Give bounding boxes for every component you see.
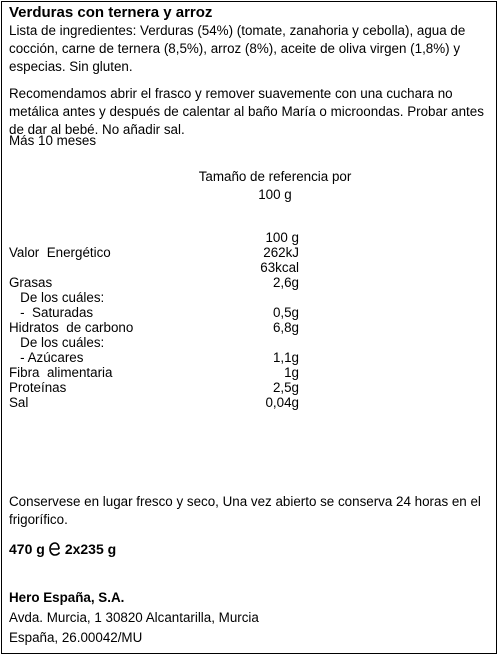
nutrition-label: Proteínas	[9, 380, 67, 395]
ingredients-text: Lista de ingredientes: Verduras (54%) (tomate, zanahoria y cebolla), agua de cocción, carne de ternera (8,5%), arroz (8%), aceite de oliva virgen (1,8%) y especias. Sin gluten.	[9, 23, 466, 74]
nutrition-label: Sal	[9, 395, 29, 410]
instructions-text: Recomendamos abrir el frasco y remover suavemente con una cuchara no metálica antes y después de calentar al baño María o microondas. Probar antes de dar al bebé. No añadir sal.	[9, 86, 484, 137]
nutrition-value: 2,5g	[272, 380, 299, 395]
net-weight	[9, 539, 116, 559]
nutrition-header	[175, 168, 375, 204]
nutrition-value: 1g	[284, 365, 299, 380]
nutrition-value: 6,8g	[272, 320, 299, 335]
company-address: Avda. Murcia, 1 30820 Alcantarilla, Murcia	[9, 610, 259, 625]
storage-text: Conservese en lugar fresco y seco, Una vez abierto se conserva 24 horas en el frigorífico.	[9, 494, 481, 527]
nutrition-label: - Azúcares	[9, 350, 84, 365]
age-text: Más 10 meses	[9, 133, 97, 148]
nutrition-value: 0,5g	[272, 305, 299, 320]
nutrition-row	[9, 394, 299, 411]
nutrition-value: 63kcal	[260, 260, 299, 275]
nutrition-value: 0,04g	[265, 395, 299, 410]
nutrition-value: 2,6g	[272, 275, 299, 290]
nutrition-label: Valor Energético	[9, 245, 111, 260]
nutrition-label: De los cuáles:	[9, 290, 105, 305]
net-split-value: 2x235 g	[64, 541, 117, 557]
nutrition-label: Grasas	[9, 275, 53, 290]
net-weight-value: 470 g	[9, 541, 45, 557]
nutrition-label: Fibra alimentaria	[9, 365, 113, 380]
nutrition-label: - Saturadas	[9, 305, 94, 320]
nutrition-value: 1,1g	[272, 350, 299, 365]
nutrition-header-line2: 100 g	[258, 187, 292, 202]
nutrition-label: De los cuáles:	[9, 335, 105, 350]
company-name: Hero España, S.A.	[9, 590, 125, 605]
company-country-code: España, 26.00042/MU	[9, 630, 143, 645]
nutrition-value: 262kJ	[263, 245, 299, 260]
nutrition-label: Hidratos de carbono	[9, 320, 134, 335]
company-block	[9, 588, 259, 648]
product-title: Verduras con ternera y arroz	[9, 4, 213, 21]
nutrition-header-line1: Tamaño de referencia por	[198, 169, 352, 184]
column-header-value: 100 g	[265, 230, 299, 245]
estimated-sign-icon	[48, 541, 62, 557]
